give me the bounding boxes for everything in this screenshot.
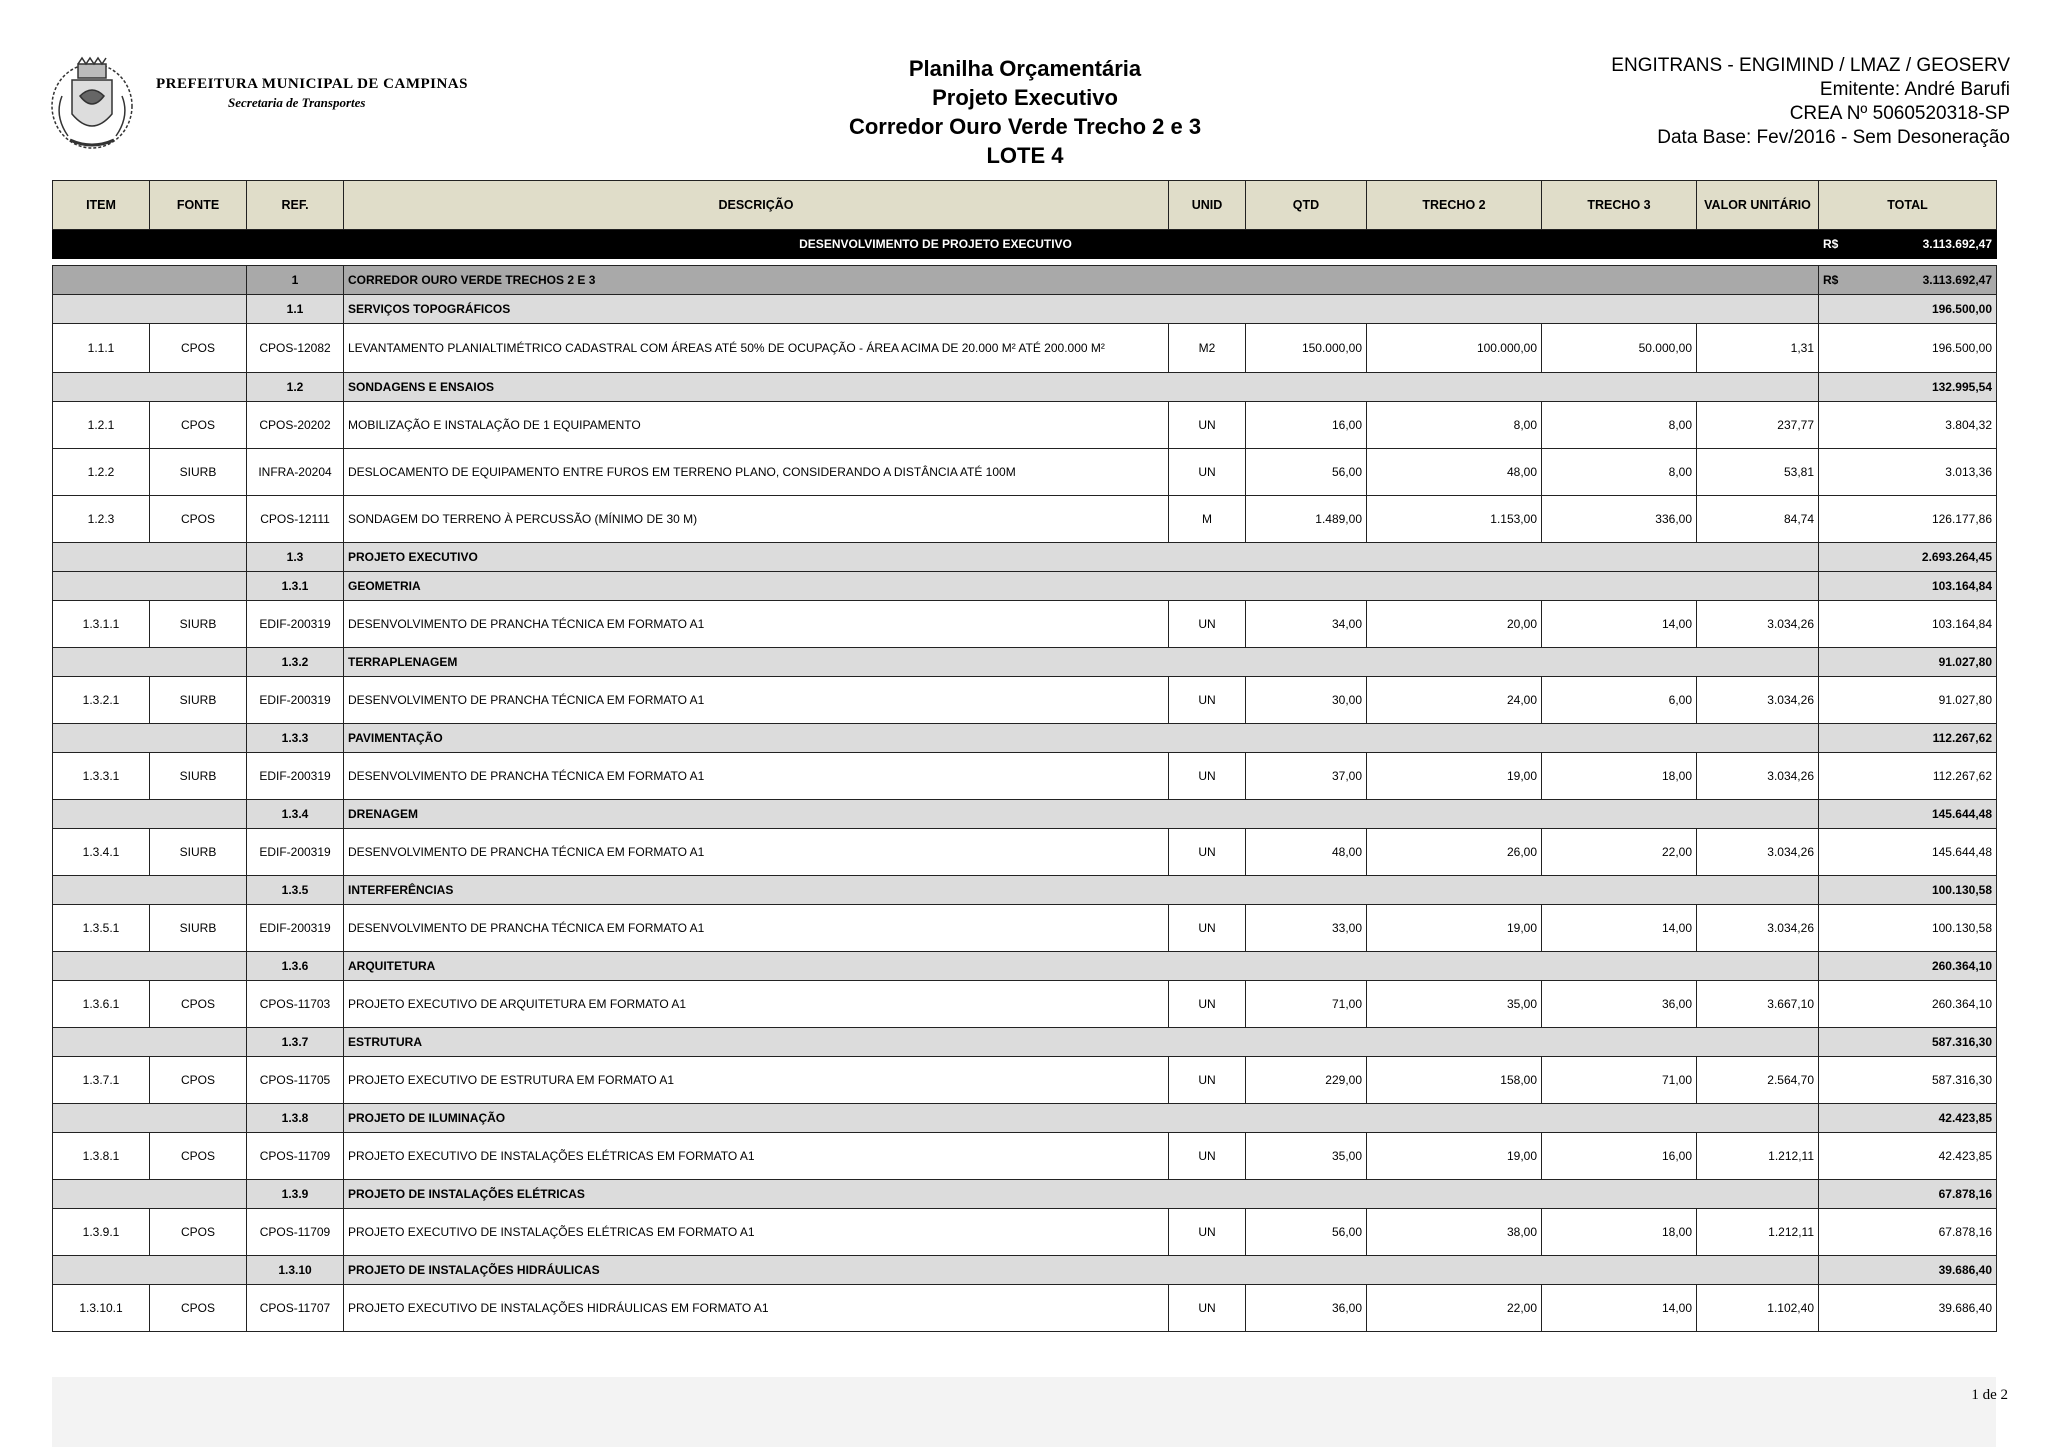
total-cell: 196.500,00	[1819, 295, 1997, 324]
fonte-cell: CPOS	[150, 1133, 247, 1180]
item-cell	[53, 266, 247, 295]
total-cell: 587.316,30	[1819, 1028, 1997, 1057]
trecho-2-cell: 38,00	[1367, 1209, 1542, 1256]
valor-unitario-cell: 3.034,26	[1697, 753, 1819, 800]
qtd-cell: 56,00	[1246, 449, 1367, 496]
description-cell: SONDAGEM DO TERRENO À PERCUSSÃO (MÍNIMO DE 30 M)	[344, 496, 1169, 543]
item-cell	[53, 1104, 247, 1133]
description-cell: PAVIMENTAÇÃO	[344, 724, 1819, 753]
item-cell	[53, 373, 247, 402]
table-row	[53, 496, 1997, 543]
total-cell: 91.027,80	[1819, 648, 1997, 677]
description-cell: DESLOCAMENTO DE EQUIPAMENTO ENTRE FUROS EM TERRENO PLANO, CONSIDERANDO A DISTÂNCIA ATÉ 100M	[344, 449, 1169, 496]
qtd-cell: 1.489,00	[1246, 496, 1367, 543]
trecho-3-cell: 18,00	[1542, 753, 1697, 800]
fonte-cell: SIURB	[150, 753, 247, 800]
qtd-cell: 229,00	[1246, 1057, 1367, 1104]
title-line: Planilha Orçamentária	[908, 56, 1142, 81]
ref-cell: CPOS-11707	[247, 1285, 344, 1332]
fonte-cell: CPOS	[150, 1209, 247, 1256]
description-cell: SONDAGENS E ENSAIOS	[344, 373, 1819, 402]
fonte-cell: CPOS	[150, 981, 247, 1028]
description-cell: DESENVOLVIMENTO DE PRANCHA TÉCNICA EM FORMATO A1	[344, 753, 1169, 800]
valor-unitario-cell: 3.034,26	[1697, 905, 1819, 952]
group-row	[53, 876, 1997, 905]
ref-cell: CPOS-12111	[247, 496, 344, 543]
table-row	[53, 753, 1997, 800]
trecho-2-cell: 8,00	[1367, 402, 1542, 449]
column-header-total: TOTAL	[1819, 181, 1997, 230]
group-row	[53, 1180, 1997, 1209]
ref-cell: CPOS-12082	[247, 324, 344, 373]
total-cell: 103.164,84	[1819, 601, 1997, 648]
ref-cell: 1.3.5	[247, 876, 344, 905]
qtd-cell: 48,00	[1246, 829, 1367, 876]
ref-cell: 1.3.8	[247, 1104, 344, 1133]
ref-cell: 1.3.4	[247, 800, 344, 829]
group-row	[53, 952, 1997, 981]
trecho-2-cell: 20,00	[1367, 601, 1542, 648]
group-row	[53, 543, 1997, 572]
unid-cell: UN	[1169, 601, 1246, 648]
qtd-cell: 35,00	[1246, 1133, 1367, 1180]
unid-cell: UN	[1169, 753, 1246, 800]
ref-cell: EDIF-200319	[247, 677, 344, 724]
issuer-line: Emitente: André Barufi	[1819, 79, 2010, 100]
ref-cell: 1.3.3	[247, 724, 344, 753]
valor-unitario-cell: 2.564,70	[1697, 1057, 1819, 1104]
item-cell	[53, 572, 247, 601]
title-line: Corredor Ouro Verde Trecho 2 e 3	[848, 114, 1202, 139]
description-cell: INTERFERÊNCIAS	[344, 876, 1819, 905]
spacer-row	[53, 259, 1997, 266]
item-cell: 1.3.8.1	[53, 1133, 150, 1180]
unid-cell: UN	[1169, 449, 1246, 496]
grand-total-cell	[1819, 230, 1997, 259]
trecho-3-cell: 71,00	[1542, 1057, 1697, 1104]
description-cell: DESENVOLVIMENTO DE PRANCHA TÉCNICA EM FORMATO A1	[344, 905, 1169, 952]
item-cell	[53, 876, 247, 905]
trecho-3-cell: 18,00	[1542, 1209, 1697, 1256]
description-cell: DRENAGEM	[344, 800, 1819, 829]
fonte-cell: SIURB	[150, 677, 247, 724]
qtd-cell: 71,00	[1246, 981, 1367, 1028]
total-cell: 100.130,58	[1819, 876, 1997, 905]
table-row	[53, 829, 1997, 876]
grand-total-row	[53, 230, 1997, 259]
trecho-2-cell: 22,00	[1367, 1285, 1542, 1332]
valor-unitario-cell: 1.212,11	[1697, 1209, 1819, 1256]
item-cell: 1.3.2.1	[53, 677, 150, 724]
description-cell: CORREDOR OURO VERDE TRECHOS 2 E 3	[344, 266, 1819, 295]
item-cell	[53, 543, 247, 572]
item-cell: 1.2.1	[53, 402, 150, 449]
total-cell: 42.423,85	[1819, 1133, 1997, 1180]
valor-unitario-cell: 3.034,26	[1697, 677, 1819, 724]
total-cell: 196.500,00	[1819, 324, 1997, 373]
unid-cell: UN	[1169, 981, 1246, 1028]
unid-cell: UN	[1169, 1057, 1246, 1104]
ref-cell: CPOS-11703	[247, 981, 344, 1028]
ref-cell: CPOS-11705	[247, 1057, 344, 1104]
trecho-2-cell: 19,00	[1367, 753, 1542, 800]
unid-cell: UN	[1169, 829, 1246, 876]
table-body	[53, 230, 1997, 1332]
trecho-3-cell: 16,00	[1542, 1133, 1697, 1180]
trecho-3-cell: 336,00	[1542, 496, 1697, 543]
total-cell: 112.267,62	[1819, 724, 1997, 753]
column-header-descricao: DESCRIÇÃO	[344, 181, 1169, 230]
grand-total-value: 3.113.692,47	[1922, 237, 1992, 251]
item-cell	[53, 1256, 247, 1285]
column-header-trecho-3: TRECHO 3	[1542, 181, 1697, 230]
valor-unitario-cell: 1.212,11	[1697, 1133, 1819, 1180]
description-cell: PROJETO DE INSTALAÇÕES ELÉTRICAS	[344, 1180, 1819, 1209]
group-row	[53, 1256, 1997, 1285]
ref-cell: EDIF-200319	[247, 753, 344, 800]
group-row	[53, 373, 1997, 402]
section-row	[53, 266, 1997, 295]
item-cell: 1.3.1.1	[53, 601, 150, 648]
description-cell: DESENVOLVIMENTO DE PRANCHA TÉCNICA EM FORMATO A1	[344, 829, 1169, 876]
trecho-3-cell: 50.000,00	[1542, 324, 1697, 373]
currency-symbol: R$	[1823, 273, 1839, 287]
item-cell: 1.3.4.1	[53, 829, 150, 876]
total-cell: 39.686,40	[1819, 1256, 1997, 1285]
table-row	[53, 1057, 1997, 1104]
item-cell	[53, 724, 247, 753]
total-cell: 2.693.264,45	[1819, 543, 1997, 572]
table-row	[53, 1133, 1997, 1180]
trecho-2-cell: 100.000,00	[1367, 324, 1542, 373]
ref-cell: EDIF-200319	[247, 829, 344, 876]
description-cell: DESENVOLVIMENTO DE PRANCHA TÉCNICA EM FORMATO A1	[344, 601, 1169, 648]
footer-strip	[52, 1377, 1996, 1447]
description-cell: PROJETO DE ILUMINAÇÃO	[344, 1104, 1819, 1133]
ref-cell: CPOS-11709	[247, 1209, 344, 1256]
ref-cell: 1	[247, 266, 344, 295]
unid-cell: UN	[1169, 677, 1246, 724]
description-cell: ARQUITETURA	[344, 952, 1819, 981]
item-cell	[53, 1180, 247, 1209]
fonte-cell: CPOS	[150, 324, 247, 373]
trecho-2-cell: 19,00	[1367, 905, 1542, 952]
table-row	[53, 324, 1997, 373]
title-line: Projeto Executivo	[932, 85, 1118, 110]
group-row	[53, 724, 1997, 753]
item-cell: 1.1.1	[53, 324, 150, 373]
item-cell: 1.3.5.1	[53, 905, 150, 952]
currency-symbol: R$	[1823, 237, 1839, 251]
total-cell: 91.027,80	[1819, 677, 1997, 724]
description-cell: PROJETO EXECUTIVO	[344, 543, 1819, 572]
issuer-line: Data Base: Fev/2016 - Sem Desoneração	[1657, 127, 2010, 148]
qtd-cell: 37,00	[1246, 753, 1367, 800]
fonte-cell: CPOS	[150, 496, 247, 543]
total-cell: 126.177,86	[1819, 496, 1997, 543]
city-crest-icon	[48, 56, 136, 152]
issuer-line: ENGITRANS - ENGIMIND / LMAZ / GEOSERV	[1611, 55, 2010, 76]
description-cell: LEVANTAMENTO PLANIALTIMÉTRICO CADASTRAL COM ÁREAS ATÉ 50% DE OCUPAÇÃO - ÁREA ACIMA DE 20.000 M² ATÉ 200.000 M²	[344, 324, 1169, 373]
ref-cell: CPOS-11709	[247, 1133, 344, 1180]
trecho-2-cell: 24,00	[1367, 677, 1542, 724]
unid-cell: M	[1169, 496, 1246, 543]
total-value: 3.113.692,47	[1922, 273, 1992, 287]
item-cell: 1.2.2	[53, 449, 150, 496]
total-cell: 145.644,48	[1819, 829, 1997, 876]
issuer-line: CREA Nº 5060520318-SP	[1789, 103, 2010, 124]
description-cell: PROJETO DE INSTALAÇÕES HIDRÁULICAS	[344, 1256, 1819, 1285]
item-cell: 1.3.10.1	[53, 1285, 150, 1332]
ref-cell: 1.1	[247, 295, 344, 324]
group-row	[53, 648, 1997, 677]
fonte-cell: CPOS	[150, 1285, 247, 1332]
issuer-info	[1611, 54, 2010, 150]
valor-unitario-cell: 1,31	[1697, 324, 1819, 373]
qtd-cell: 16,00	[1246, 402, 1367, 449]
total-cell: 3.804,32	[1819, 402, 1997, 449]
organization-block	[156, 76, 468, 111]
unid-cell: UN	[1169, 1133, 1246, 1180]
total-cell: 260.364,10	[1819, 981, 1997, 1028]
table-row	[53, 1285, 1997, 1332]
total-cell: 67.878,16	[1819, 1180, 1997, 1209]
item-cell	[53, 800, 247, 829]
grand-total-label: DESENVOLVIMENTO DE PROJETO EXECUTIVO	[53, 230, 1819, 259]
trecho-2-cell: 48,00	[1367, 449, 1542, 496]
trecho-2-cell: 1.153,00	[1367, 496, 1542, 543]
ref-cell: 1.3.10	[247, 1256, 344, 1285]
trecho-3-cell: 36,00	[1542, 981, 1697, 1028]
description-cell: PROJETO EXECUTIVO DE INSTALAÇÕES ELÉTRICAS EM FORMATO A1	[344, 1209, 1169, 1256]
total-cell: 260.364,10	[1819, 952, 1997, 981]
column-header-valor-unitario: VALOR UNITÁRIO	[1697, 181, 1819, 230]
trecho-3-cell: 22,00	[1542, 829, 1697, 876]
valor-unitario-cell: 84,74	[1697, 496, 1819, 543]
total-cell: 100.130,58	[1819, 905, 1997, 952]
total-cell: 103.164,84	[1819, 572, 1997, 601]
column-header-item: ITEM	[53, 181, 150, 230]
column-header-trecho-2: TRECHO 2	[1367, 181, 1542, 230]
group-row	[53, 572, 1997, 601]
table-row	[53, 402, 1997, 449]
description-cell: ESTRUTURA	[344, 1028, 1819, 1057]
budget-table	[52, 180, 1997, 1332]
table-header-row	[53, 181, 1997, 230]
total-cell: 112.267,62	[1819, 753, 1997, 800]
ref-cell: EDIF-200319	[247, 905, 344, 952]
item-cell	[53, 1028, 247, 1057]
fonte-cell: SIURB	[150, 449, 247, 496]
item-cell: 1.3.6.1	[53, 981, 150, 1028]
group-row	[53, 1028, 1997, 1057]
table-row	[53, 981, 1997, 1028]
description-cell: PROJETO EXECUTIVO DE ESTRUTURA EM FORMATO A1	[344, 1057, 1169, 1104]
item-cell: 1.3.9.1	[53, 1209, 150, 1256]
total-cell: 67.878,16	[1819, 1209, 1997, 1256]
description-cell: TERRAPLENAGEM	[344, 648, 1819, 677]
item-cell: 1.3.7.1	[53, 1057, 150, 1104]
unid-cell: UN	[1169, 1285, 1246, 1332]
group-row	[53, 1104, 1997, 1133]
trecho-3-cell: 14,00	[1542, 1285, 1697, 1332]
organization-subtitle: Secretaria de Transportes	[228, 95, 366, 110]
description-cell: PROJETO EXECUTIVO DE ARQUITETURA EM FORMATO A1	[344, 981, 1169, 1028]
table-row	[53, 601, 1997, 648]
qtd-cell: 36,00	[1246, 1285, 1367, 1332]
trecho-3-cell: 14,00	[1542, 905, 1697, 952]
total-cell: 145.644,48	[1819, 800, 1997, 829]
valor-unitario-cell: 3.034,26	[1697, 601, 1819, 648]
qtd-cell: 33,00	[1246, 905, 1367, 952]
trecho-2-cell: 19,00	[1367, 1133, 1542, 1180]
column-header-fonte: FONTE	[150, 181, 247, 230]
ref-cell: INFRA-20204	[247, 449, 344, 496]
item-cell	[53, 295, 247, 324]
column-header-unid: UNID	[1169, 181, 1246, 230]
ref-cell: 1.3.2	[247, 648, 344, 677]
trecho-3-cell: 8,00	[1542, 402, 1697, 449]
total-cell: 132.995,54	[1819, 373, 1997, 402]
table-row	[53, 677, 1997, 724]
ref-cell: CPOS-20202	[247, 402, 344, 449]
qtd-cell: 56,00	[1246, 1209, 1367, 1256]
title-line: LOTE 4	[986, 143, 1064, 168]
fonte-cell: CPOS	[150, 1057, 247, 1104]
organization-name: PREFEITURA MUNICIPAL DE CAMPINAS	[156, 76, 468, 92]
column-header-ref: REF.	[247, 181, 344, 230]
description-cell: DESENVOLVIMENTO DE PRANCHA TÉCNICA EM FORMATO A1	[344, 677, 1169, 724]
unid-cell: M2	[1169, 324, 1246, 373]
ref-cell: 1.3	[247, 543, 344, 572]
column-header-qtd: QTD	[1246, 181, 1367, 230]
qtd-cell: 150.000,00	[1246, 324, 1367, 373]
trecho-3-cell: 8,00	[1542, 449, 1697, 496]
total-cell: 39.686,40	[1819, 1285, 1997, 1332]
valor-unitario-cell: 3.667,10	[1697, 981, 1819, 1028]
unid-cell: UN	[1169, 1209, 1246, 1256]
item-cell	[53, 952, 247, 981]
trecho-3-cell: 14,00	[1542, 601, 1697, 648]
qtd-cell: 34,00	[1246, 601, 1367, 648]
valor-unitario-cell: 1.102,40	[1697, 1285, 1819, 1332]
ref-cell: 1.3.6	[247, 952, 344, 981]
group-row	[53, 295, 1997, 324]
trecho-2-cell: 26,00	[1367, 829, 1542, 876]
ref-cell: 1.2	[247, 373, 344, 402]
description-cell: PROJETO EXECUTIVO DE INSTALAÇÕES HIDRÁULICAS EM FORMATO A1	[344, 1285, 1169, 1332]
ref-cell: 1.3.1	[247, 572, 344, 601]
fonte-cell: SIURB	[150, 829, 247, 876]
trecho-2-cell: 158,00	[1367, 1057, 1542, 1104]
trecho-2-cell: 35,00	[1367, 981, 1542, 1028]
valor-unitario-cell: 53,81	[1697, 449, 1819, 496]
table-row	[53, 905, 1997, 952]
total-cell: 3.013,36	[1819, 449, 1997, 496]
unid-cell: UN	[1169, 402, 1246, 449]
group-row	[53, 800, 1997, 829]
item-cell	[53, 648, 247, 677]
ref-cell: EDIF-200319	[247, 601, 344, 648]
description-cell: PROJETO EXECUTIVO DE INSTALAÇÕES ELÉTRICAS EM FORMATO A1	[344, 1133, 1169, 1180]
page-number: 1 de 2	[1971, 1387, 2008, 1403]
fonte-cell: SIURB	[150, 601, 247, 648]
total-cell: 42.423,85	[1819, 1104, 1997, 1133]
document-title	[780, 54, 1270, 170]
fonte-cell: SIURB	[150, 905, 247, 952]
description-cell: SERVIÇOS TOPOGRÁFICOS	[344, 295, 1819, 324]
valor-unitario-cell: 237,77	[1697, 402, 1819, 449]
valor-unitario-cell: 3.034,26	[1697, 829, 1819, 876]
fonte-cell: CPOS	[150, 402, 247, 449]
item-cell: 1.3.3.1	[53, 753, 150, 800]
item-cell: 1.2.3	[53, 496, 150, 543]
total-cell	[1819, 266, 1997, 295]
ref-cell: 1.3.9	[247, 1180, 344, 1209]
total-cell: 587.316,30	[1819, 1057, 1997, 1104]
description-cell: MOBILIZAÇÃO E INSTALAÇÃO DE 1 EQUIPAMENTO	[344, 402, 1169, 449]
table-row	[53, 449, 1997, 496]
table-row	[53, 1209, 1997, 1256]
qtd-cell: 30,00	[1246, 677, 1367, 724]
description-cell: GEOMETRIA	[344, 572, 1819, 601]
trecho-3-cell: 6,00	[1542, 677, 1697, 724]
unid-cell: UN	[1169, 905, 1246, 952]
ref-cell: 1.3.7	[247, 1028, 344, 1057]
